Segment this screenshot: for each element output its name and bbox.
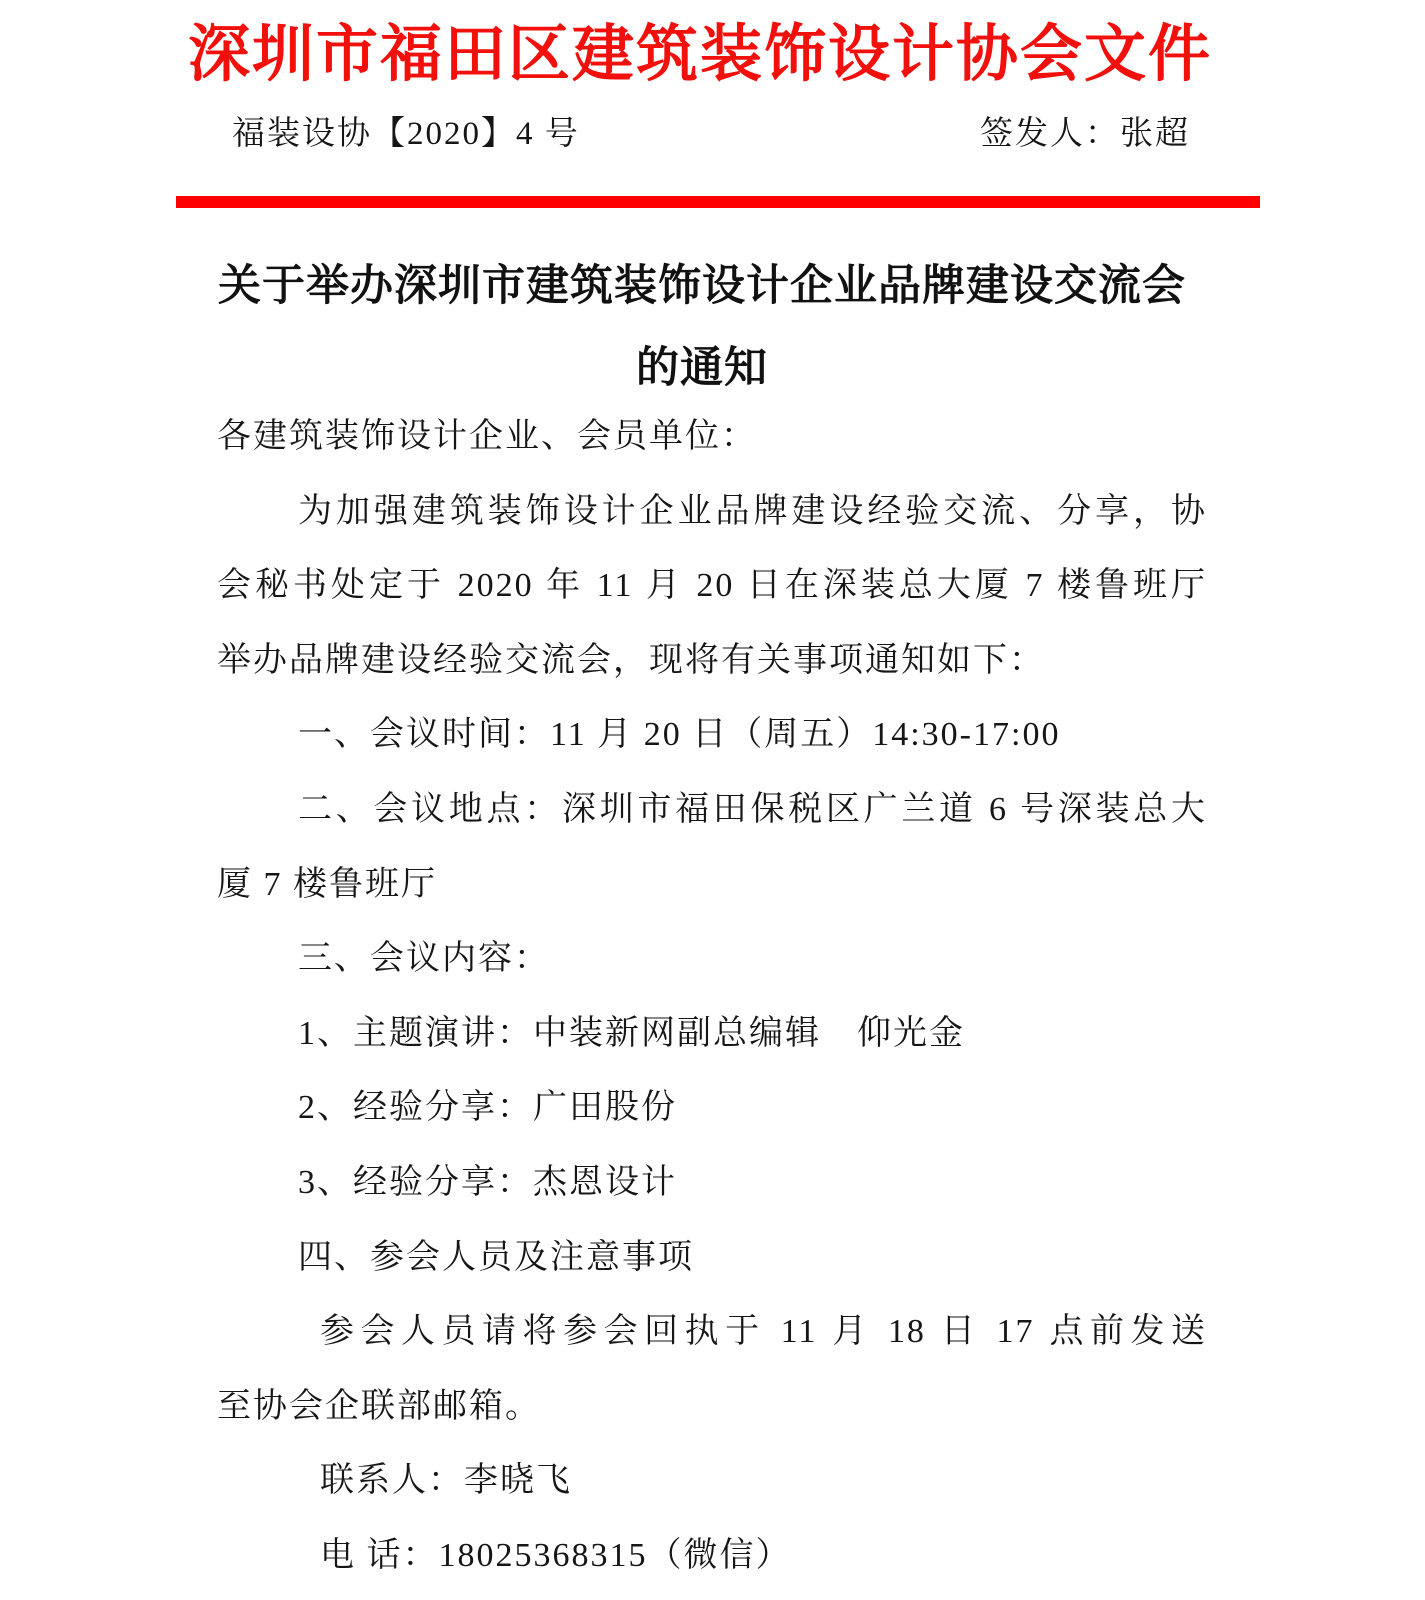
body-line: 联系人：李晓飞 — [320, 1462, 572, 1500]
doc-meta-row — [217, 108, 1190, 160]
doc-number: 福装设协【2020】4 号 — [232, 116, 580, 152]
issuer-name: 签发人：张超 — [980, 116, 1190, 152]
red-divider-line — [176, 196, 1260, 208]
body-line: 至协会企联部邮箱。 — [217, 1387, 541, 1425]
body-line: 参会人员请将参会回执于 11 月 18 日 17 点前发送 — [320, 1313, 1207, 1351]
body-line: 会秘书处定于 2020 年 11 月 20 日在深装总大厦 7 楼鲁班厅 — [217, 567, 1207, 605]
body-line: 电 话：18025368315（微信） — [320, 1536, 792, 1574]
document-body — [217, 400, 1207, 1594]
body-line: 举办品牌建设经验交流会，现将有关事项通知如下： — [217, 641, 1045, 679]
body-line: 一、会议时间：11 月 20 日（周五）14:30-17:00 — [298, 716, 1061, 754]
body-line: 1、主题演讲：中装新网副总编辑 仰光金 — [298, 1014, 965, 1052]
issuing-org-title: 深圳市福田区建筑装饰设计协会文件 — [187, 21, 1212, 89]
notice-title-line-1: 关于举办深圳市建筑装饰设计企业品牌建设交流会 — [218, 263, 1186, 310]
body-line: 厦 7 楼鲁班厅 — [217, 865, 437, 903]
body-line: 三、会议内容： — [298, 940, 550, 978]
notice-title-line-2: 的通知 — [636, 345, 768, 392]
notice-title — [162, 246, 1242, 410]
body-line: 为加强建筑装饰设计企业品牌建设经验交流、分享，协 — [298, 492, 1207, 530]
body-line: 2、经验分享：广田股份 — [298, 1089, 677, 1127]
body-line: 四、参会人员及注意事项 — [298, 1238, 694, 1276]
body-line: 二、会议地点：深圳市福田保税区广兰道 6 号深装总大 — [298, 790, 1207, 828]
body-line: 各建筑装饰设计企业、会员单位： — [217, 418, 757, 455]
body-line: 3、经验分享：杰恩设计 — [298, 1163, 677, 1201]
